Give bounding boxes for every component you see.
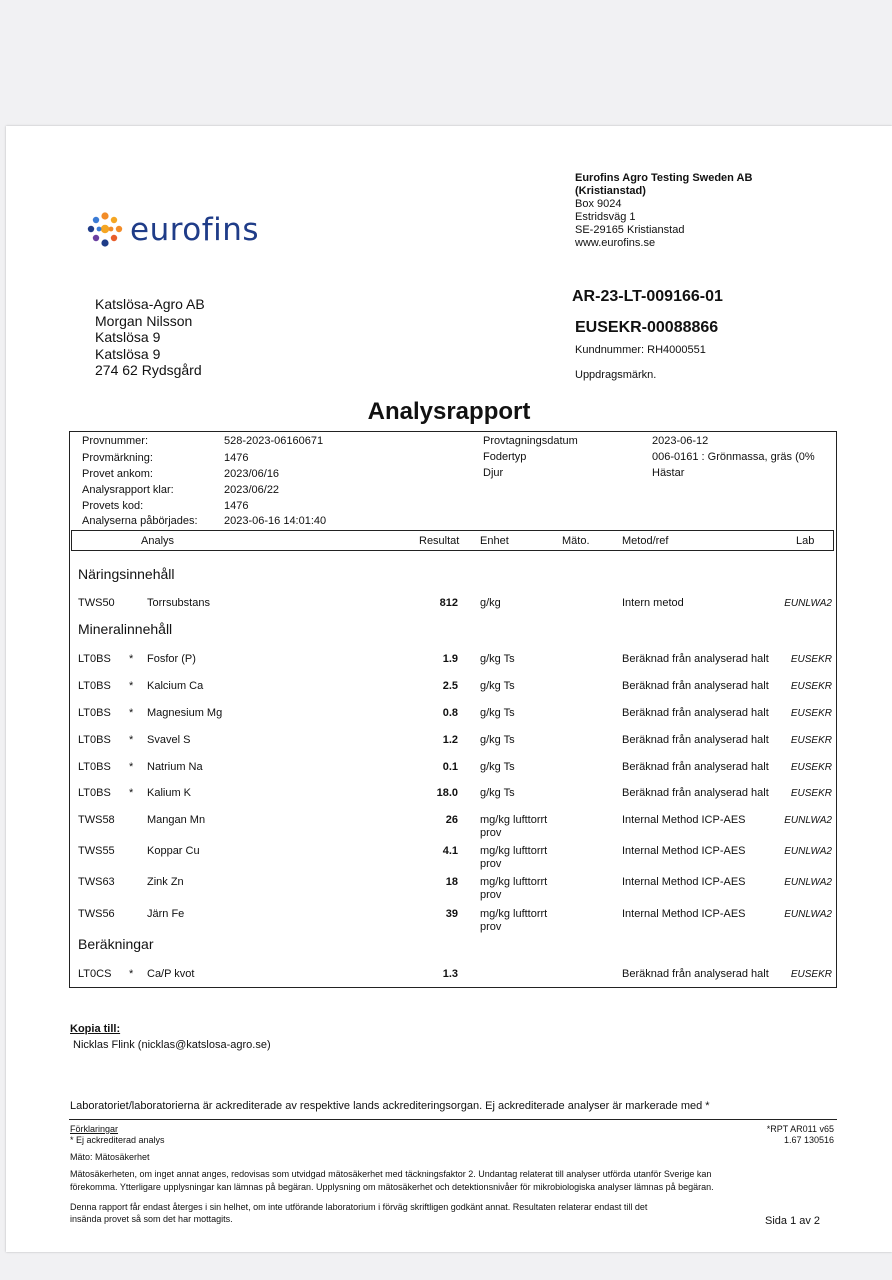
table-header	[71, 530, 834, 551]
customer-line: Katslösa 9	[95, 329, 161, 345]
cell-method: Internal Method ICP-AES	[622, 814, 746, 826]
eurofins-dots-icon	[86, 211, 124, 249]
cell-star: *	[129, 787, 134, 799]
cell-star: *	[129, 680, 134, 692]
cell-star: *	[129, 707, 134, 719]
cell-code: TWS58	[78, 814, 115, 826]
cell-code: LT0BS	[78, 707, 111, 719]
cell-name: Torrsubstans	[147, 597, 210, 609]
cell-method: Internal Method ICP-AES	[622, 908, 746, 920]
footer-reproduction: Denna rapport får endast återges i sin helhet, om inte utförande laboratorium i förväg skriftligen godkänt annat. Resultaten relaterar endast till det	[70, 1202, 648, 1212]
cell-unit-line2: prov	[480, 827, 502, 839]
footer-rpt: *RPT AR011 v65	[766, 1124, 834, 1134]
cell-lab: EUSEKR	[790, 788, 832, 799]
cell-unit: mg/kg lufttorrt	[480, 845, 548, 857]
cell-result: 812	[439, 597, 458, 609]
cell-result: 18	[445, 876, 458, 888]
cell-code: LT0BS	[78, 734, 111, 746]
customer-address	[95, 296, 205, 379]
section-title: Beräkningar	[78, 936, 154, 952]
cell-code: TWS50	[78, 597, 115, 609]
customer-line: 274 62 Rydsgård	[95, 362, 202, 378]
report-page	[6, 126, 892, 1252]
cell-unit: g/kg	[480, 597, 501, 609]
cell-unit-line2: prov	[480, 921, 502, 933]
cell-method: Internal Method ICP-AES	[622, 876, 746, 888]
footer-divider	[69, 1119, 837, 1120]
lab-website: www.eurofins.se	[575, 237, 656, 249]
cell-name: Koppar Cu	[147, 845, 200, 857]
cell-name: Ca/P kvot	[147, 968, 195, 980]
meta-label: Analysrapport klar:	[82, 484, 174, 496]
cell-result: 4.1	[442, 845, 458, 857]
cell-result: 2.5	[442, 680, 458, 692]
cell-lab: EUNLWA2	[784, 909, 832, 920]
customer-line: Morgan Nilsson	[95, 312, 193, 329]
cell-code: LT0BS	[78, 787, 111, 799]
cell-unit: mg/kg lufttorrt	[480, 876, 548, 888]
cell-method: Internal Method ICP-AES	[622, 845, 746, 857]
cell-name: Natrium Na	[147, 761, 203, 773]
section-title: Näringsinnehåll	[78, 566, 175, 582]
meta-value: 2023/06/22	[224, 484, 280, 496]
cell-method: Beräknad från analyserad halt	[622, 787, 769, 799]
cell-code: LT0CS	[78, 968, 112, 980]
cell-lab: EUSEKR	[790, 969, 832, 980]
meta-value: 2023-06-16 14:01:40	[224, 515, 327, 527]
meta-label: Provets kod:	[82, 500, 144, 512]
customer-code: EUSEKR-00088866	[575, 319, 719, 336]
lab-location: (Kristianstad)	[575, 185, 646, 197]
col-mato: Mäto.	[562, 535, 590, 547]
cell-result: 1.2	[442, 734, 458, 746]
customer-number: Kundnummer: RH4000551	[575, 344, 706, 356]
meta-label: Fodertyp	[483, 451, 527, 463]
cell-unit: g/kg Ts	[480, 680, 515, 692]
cell-method: Beräknad från analyserad halt	[622, 761, 769, 773]
lab-address-line: Estridsväg 1	[575, 211, 636, 223]
cell-method: Beräknad från analyserad halt	[622, 653, 769, 665]
cell-unit: g/kg Ts	[480, 734, 515, 746]
cell-star: *	[129, 734, 134, 746]
cell-lab: EUSEKR	[790, 762, 832, 773]
logo-text: eurofins	[130, 212, 260, 248]
customer-line: Katslösa-Agro AB	[95, 296, 205, 312]
cell-method: Beräknad från analyserad halt	[622, 968, 769, 980]
cell-lab: EUSEKR	[790, 654, 832, 665]
cell-method: Beräknad från analyserad halt	[622, 680, 769, 692]
meta-label: Provtagningsdatum	[483, 435, 578, 447]
cell-star: *	[129, 653, 134, 665]
cell-name: Magnesium Mg	[147, 707, 223, 719]
footer-version: 1.67 130516	[783, 1135, 834, 1145]
cell-lab: EUNLWA2	[784, 815, 832, 826]
page-title: Analysrapport	[367, 398, 531, 425]
section-title: Mineralinnehåll	[78, 621, 173, 637]
cell-lab: EUSEKR	[790, 681, 832, 692]
footer-uncertainty: förekomma. Ytterligare upplysningar kan lämnas på begäran. Upplysning om mätosäkerhet och detektionsnivåer för mikrobiologiska analyser lämnas på begäran.	[70, 1182, 714, 1192]
cell-star: *	[129, 761, 134, 773]
meta-label: Provnummer:	[82, 435, 149, 447]
report-number: AR-23-LT-009166-01	[572, 288, 723, 305]
cell-code: TWS63	[78, 876, 115, 888]
cell-name: Fosfor (P)	[147, 653, 196, 665]
lab-address-line: Box 9024	[575, 198, 622, 210]
cell-unit: g/kg Ts	[480, 787, 515, 799]
col-lab: Lab	[796, 535, 815, 547]
cell-name: Mangan Mn	[147, 814, 206, 826]
cell-unit: mg/kg lufttorrt	[480, 908, 548, 920]
col-analys: Analys	[141, 535, 175, 547]
cell-unit: mg/kg lufttorrt	[480, 814, 548, 826]
cell-lab: EUNLWA2	[784, 598, 832, 609]
meta-label: Djur	[483, 467, 504, 479]
cell-unit-line2: prov	[480, 858, 502, 870]
cell-code: LT0BS	[78, 761, 111, 773]
cell-result: 1.9	[442, 653, 458, 665]
cell-result: 0.1	[442, 761, 458, 773]
customer-line: Katslösa 9	[95, 345, 161, 362]
footer-explanations-title: Förklaringar	[70, 1124, 119, 1134]
meta-label: Provmärkning:	[82, 452, 153, 464]
cell-name: Kalium K	[147, 787, 192, 799]
results-box	[69, 431, 837, 988]
lab-address	[575, 172, 752, 250]
footer-uncertainty: Mätosäkerheten, om inget annat anges, redovisas som utvidgad mätosäkerhet med täckningsfaktor 2. Undantag relaterat till analyser utförda utanför Sverige kan	[70, 1169, 712, 1179]
accreditation-note: Laboratoriet/laboratorierna är ackrediterade av respektive lands ackrediteringsorgan. Ej ackrediterade analyser är markerade med *	[70, 1100, 710, 1112]
meta-value: Hästar	[652, 467, 685, 479]
footer-reproduction: insända provet så som det har mottagits.	[70, 1214, 233, 1224]
cell-result: 18.0	[436, 787, 458, 799]
cell-unit: g/kg Ts	[480, 761, 515, 773]
lab-name: Eurofins Agro Testing Sweden AB	[575, 172, 753, 184]
col-resultat: Resultat	[419, 535, 460, 547]
footer-not-accredited: * Ej ackrediterad analys	[70, 1135, 165, 1145]
col-enhet: Enhet	[480, 535, 509, 547]
meta-value: 1476	[224, 452, 249, 464]
cell-result: 26	[445, 814, 458, 826]
footer-mato: Mäto: Mätosäkerhet	[70, 1152, 150, 1162]
meta-value: 2023/06/16	[224, 468, 280, 480]
cell-result: 0.8	[442, 707, 458, 719]
cell-result: 1.3	[442, 968, 458, 980]
cell-lab: EUSEKR	[790, 708, 832, 719]
cell-code: TWS55	[78, 845, 115, 857]
cell-star: *	[129, 968, 134, 980]
cell-name: Svavel S	[147, 734, 191, 746]
meta-value: 006-0161 : Grönmassa, gräs (0%	[652, 451, 815, 463]
lab-address-line: SE-29165 Kristianstad	[575, 224, 685, 236]
cell-method: Beräknad från analyserad halt	[622, 707, 769, 719]
assignment-mark: Uppdragsmärkn.	[575, 369, 657, 381]
copy-to-label: Kopia till:	[70, 1023, 121, 1035]
meta-value: 2023-06-12	[652, 435, 709, 447]
col-metod: Metod/ref	[622, 535, 669, 547]
eurofins-logo	[86, 210, 259, 250]
cell-lab: EUNLWA2	[784, 846, 832, 857]
meta-label: Analyserna påbörjades:	[82, 515, 198, 527]
page-number: Sida 1 av 2	[765, 1215, 821, 1227]
cell-method: Intern metod	[622, 597, 684, 609]
cell-name: Kalcium Ca	[147, 680, 204, 692]
meta-label: Provet ankom:	[82, 468, 153, 480]
cell-unit-line2: prov	[480, 889, 502, 901]
cell-result: 39	[445, 908, 458, 920]
cell-method: Beräknad från analyserad halt	[622, 734, 769, 746]
cell-name: Järn Fe	[147, 908, 185, 920]
cell-name: Zink Zn	[147, 876, 184, 888]
cell-lab: EUSEKR	[790, 735, 832, 746]
cell-code: LT0BS	[78, 680, 111, 692]
meta-value: 1476	[224, 500, 249, 512]
meta-value: 528-2023-06160671	[224, 435, 324, 447]
cell-code: LT0BS	[78, 653, 111, 665]
cell-unit: g/kg Ts	[480, 653, 515, 665]
cell-lab: EUNLWA2	[784, 877, 832, 888]
copy-to-name: Nicklas Flink (nicklas@katslosa-agro.se)	[73, 1039, 271, 1051]
cell-code: TWS56	[78, 908, 115, 920]
cell-unit: g/kg Ts	[480, 707, 515, 719]
